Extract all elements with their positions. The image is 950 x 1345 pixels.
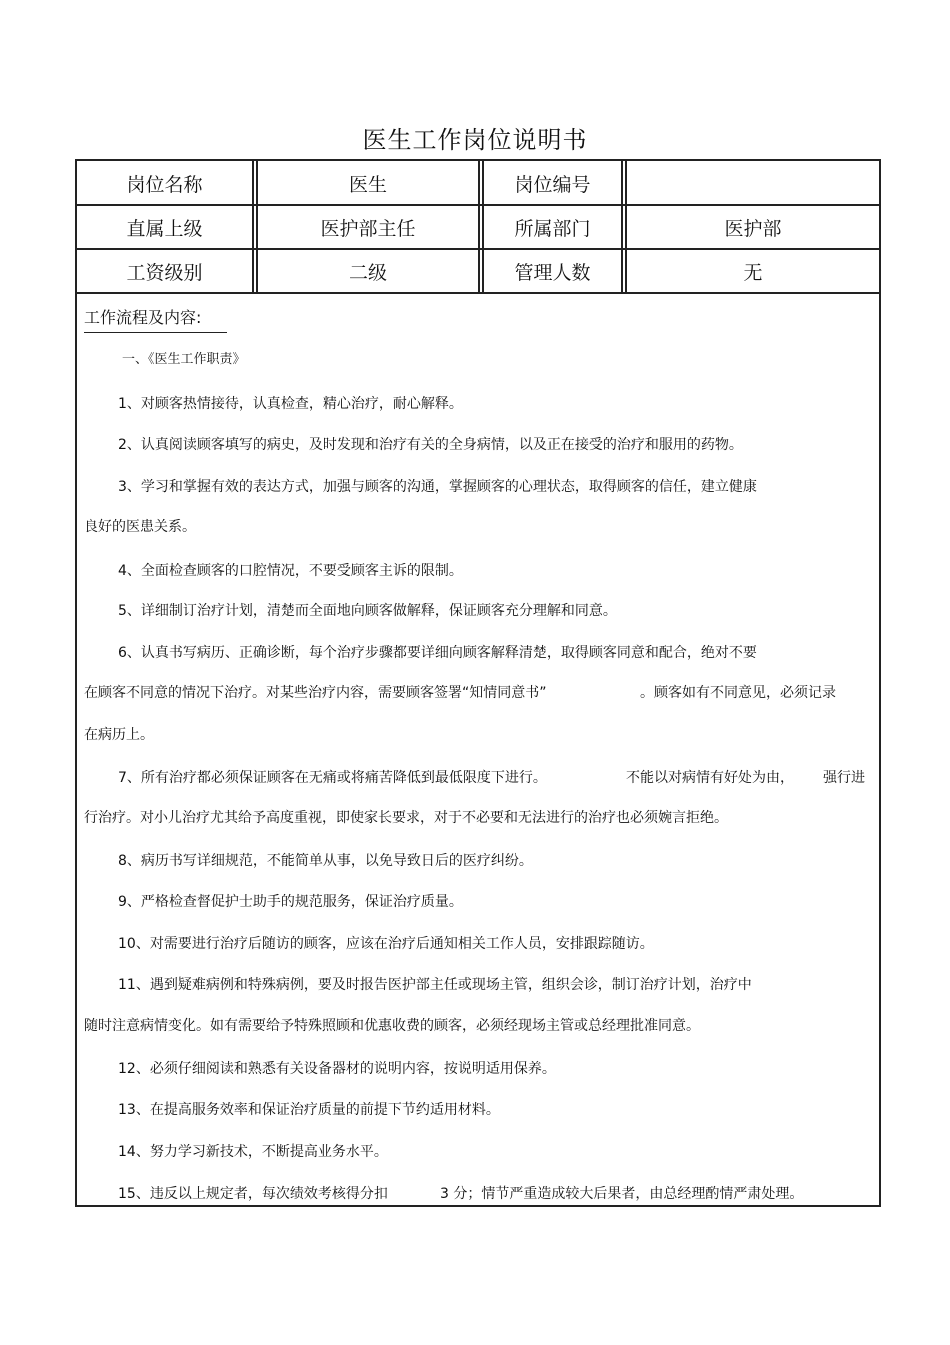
- duty-line: 13、在提高服务效率和保证治疗质量的前提下节约适用材料。: [118, 1102, 500, 1118]
- duty-line: 随时注意病情变化。如有需要给予特殊照顾和优惠收费的顾客，必须经现场主管或总经理批准同意。: [84, 1018, 700, 1034]
- position-number-label: 岗位编号: [514, 173, 591, 196]
- salary-grade-value: 二级: [348, 261, 387, 284]
- duty-line: 1、对顾客热情接待，认真检查，精心治疗，耐心解释。: [118, 396, 463, 412]
- duties-subheading: 一、《医生工作职责》: [122, 352, 246, 367]
- duty-line: 6、认真书写病历、正确诊断，每个治疗步骤都要详细向顾客解释清楚，取得顾客同意和配合，绝对不要: [118, 645, 757, 661]
- duty-line: 。顾客如有不同意见，必须记录: [640, 685, 836, 701]
- department-label: 所属部门: [514, 217, 591, 240]
- column-divider: [252, 159, 254, 294]
- duty-line: 5、详细制订治疗计划，清楚而全面地向顾客做解释，保证顾客充分理解和同意。: [118, 603, 617, 619]
- duty-line: 8、病历书写详细规范，不能简单从事，以免导致日后的医疗纠纷。: [118, 853, 533, 869]
- duty-line: 3、学习和掌握有效的表达方式，加强与顾客的沟通，掌握顾客的心理状态，取得顾客的信任，建立健康: [118, 479, 757, 495]
- direct-superior-label: 直属上级: [126, 217, 203, 240]
- department-value: 医护部: [724, 217, 782, 240]
- managed-count-value: 无: [743, 261, 763, 284]
- direct-superior-value: 医护部主任: [320, 217, 416, 240]
- duty-line: 2、认真阅读顾客填写的病史，及时发现和治疗有关的全身病情，以及正在接受的治疗和服用的药物。: [118, 437, 743, 453]
- duty-line: 12、必须仔细阅读和熟悉有关设备器材的说明内容，按说明适用保养。: [118, 1061, 556, 1077]
- duty-line: 4、全面检查顾客的口腔情况，不要受顾客主诉的限制。: [118, 563, 463, 579]
- duty-line: 10、对需要进行治疗后随访的顾客，应该在治疗后通知相关工作人员，安排跟踪随访。: [118, 936, 654, 952]
- column-divider: [478, 159, 480, 294]
- workflow-heading: 工作流程及内容:: [84, 306, 227, 333]
- duty-line: 3 分；情节严重造成较大后果者，由总经理酌情严肃处理。: [440, 1186, 804, 1202]
- managed-count-label: 管理人数: [514, 261, 591, 284]
- document-title: 医生工作岗位说明书: [362, 126, 588, 154]
- duty-line: 11、遇到疑难病例和特殊病例，要及时报告医护部主任或现场主管，组织会诊，制订治疗计划，治疗中: [118, 977, 752, 993]
- duty-line: 在顾客不同意的情况下治疗。对某些治疗内容，需要顾客签署“知情同意书”: [84, 685, 547, 701]
- duty-line: 强行进: [823, 770, 865, 786]
- position-name-value: 医生: [348, 173, 387, 196]
- duty-line: 在病历上。: [84, 727, 154, 743]
- duty-line: 7、所有治疗都必须保证顾客在无痛或将痛苦降低到最低限度下进行。: [118, 770, 547, 786]
- duty-line: 14、努力学习新技术，不断提高业务水平。: [118, 1144, 388, 1160]
- duty-line: 行治疗。对小儿治疗尤其给予高度重视，即使家长要求，对于不必要和无法进行的治疗也必须婉言拒绝。: [84, 810, 728, 826]
- duty-line: 良好的医患关系。: [84, 519, 196, 535]
- column-divider: [621, 159, 623, 294]
- duty-line: 9、严格检查督促护士助手的规范服务，保证治疗质量。: [118, 894, 463, 910]
- duty-line: 不能以对病情有好处为由，: [626, 770, 794, 786]
- salary-grade-label: 工资级别: [126, 261, 203, 284]
- position-number-value: [627, 162, 879, 204]
- duty-line: 15、违反以上规定者，每次绩效考核得分扣: [118, 1186, 388, 1202]
- position-name-label: 岗位名称: [126, 173, 203, 196]
